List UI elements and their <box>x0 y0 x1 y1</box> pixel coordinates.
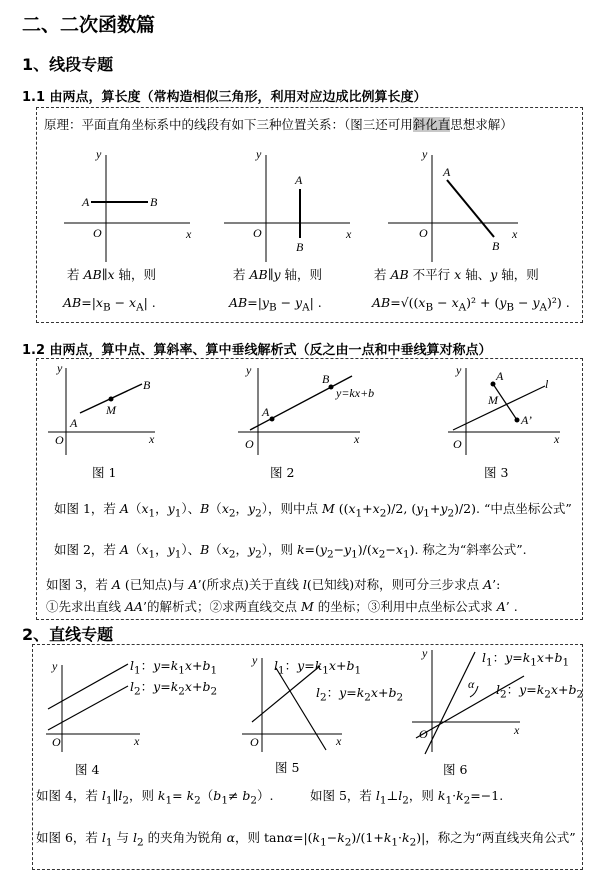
svg-text:O: O <box>253 226 262 240</box>
svg-text:O: O <box>250 735 259 749</box>
svg-text:A: A <box>443 165 451 179</box>
svg-text:A: A <box>496 369 504 383</box>
svg-text:x: x <box>134 734 140 748</box>
svg-text:x: x <box>346 227 352 241</box>
parallel-condition-line: 如图 4，若 $l_1\parallel l_2$，则 $k_1= k_2(b_1\ne b_2)$. <box>36 788 274 807</box>
case1-text: 若 AB∥x 轴，则 <box>67 267 157 282</box>
fig-4-l1: $l_1$：$y=k_1x+b_1$ <box>130 658 218 677</box>
svg-text:y: y <box>256 147 262 161</box>
svg-text:B: B <box>143 378 151 392</box>
fig-6-caption: 图 6 <box>443 762 468 777</box>
svg-text:x: x <box>354 432 360 446</box>
fig-6-l2: $l_2$：$y=k_2x+b_2$ <box>496 682 584 701</box>
fig-4-caption: 图 4 <box>75 762 100 777</box>
svg-text:B: B <box>296 240 304 254</box>
symmetric-steps-line: ①先求出直线 AA’的解析式；②求两直线交点 M 的坐标；③利用中点坐标公式求 A’ . <box>46 599 518 614</box>
svg-text:O: O <box>52 735 61 749</box>
svg-text:B: B <box>492 239 500 253</box>
svg-text:O: O <box>419 226 428 240</box>
section-title: 二、二次函数篇 <box>22 14 156 36</box>
svg-text:O: O <box>93 226 102 240</box>
svg-text:x: x <box>512 227 518 241</box>
svg-text:α: α <box>468 677 475 691</box>
case1-formula: $AB=|x_B - x_A|$ . <box>63 295 156 314</box>
svg-text:A: A <box>82 195 90 209</box>
svg-text:x: x <box>514 723 520 737</box>
svg-text:y: y <box>52 659 58 673</box>
case3-formula: $AB=√((x_B - x_A)^2 + (y_B - y_A)^2)$ . <box>372 295 570 314</box>
line-topic-title: 2、直线专题 <box>22 625 114 644</box>
subsection-1-2-title: 1.2 由两点，算中点、算斜率、算中垂线解析式（反之由一点和中垂线算对称点） <box>22 343 492 358</box>
principle-text: 原理：平面直角坐标系中的线段有如下三种位置关系：（图三还可用斜化直思想求解） <box>44 117 513 132</box>
svg-text:y: y <box>422 147 428 161</box>
fig-4-parallel <box>46 659 140 752</box>
fig-5-l1: $l_1$：$y=k_1x+b_1$ <box>274 658 362 677</box>
fig-5-l2: $l_2$：$y=k_2x+b_2$ <box>316 685 404 704</box>
case2-formula: $AB=|y_B - y_A|$ . <box>229 295 322 314</box>
svg-text:A: A <box>262 405 270 419</box>
svg-text:y: y <box>456 363 462 377</box>
svg-text:y: y <box>96 147 102 161</box>
svg-text:B: B <box>322 372 330 386</box>
principle-highlight: 斜化直 <box>412 117 451 132</box>
fig-1-caption: 图 1 <box>92 465 117 480</box>
angle-formula-line: 如图 6，若 $l_1$ 与 $l_2$ 的夹角为锐角 α，则 $\tan\alpha=|(k_1-k_2)/(1+k_1\cdot k_2)|$，称之为“两直线夹角公式” . <box>36 830 584 849</box>
fig-4-l2: $l_2$：$y=k_2x+b_2$ <box>130 679 218 698</box>
svg-text:x: x <box>149 432 155 446</box>
svg-text:O: O <box>245 437 254 451</box>
svg-text:M: M <box>106 403 116 417</box>
svg-text:A’: A’ <box>521 413 532 427</box>
svg-text:A: A <box>295 173 303 187</box>
fig-3-caption: 图 3 <box>484 465 509 480</box>
fig-6-l1: $l_1$：$y=k_1x+b_1$ <box>482 650 570 669</box>
svg-text:O: O <box>419 727 428 741</box>
perpendicular-condition-line: 如图 5，若 $l_1\perp l_2$，则 $k_1\cdot k_2=-1$. <box>310 788 504 807</box>
segment-topic-title: 1、线段专题 <box>22 55 114 74</box>
svg-text:B: B <box>150 195 158 209</box>
case2-text: 若 AB∥y 轴，则 <box>233 267 323 282</box>
slope-formula-line: 如图 2，若 $A(x_1$，$y_1$）、$B(x_2$，$y_2$），则 $k=(y_2-y_1)/(x_2-x_1)$. 称之为“斜率公式”. <box>54 542 527 561</box>
fig-2-caption: 图 2 <box>270 465 295 480</box>
symmetric-point-line: 如图 3，若 A (已知点)与 A’(所求点)关于直线 l(已知线)对称，则可分三步求点 A’: <box>46 577 501 592</box>
svg-text:y: y <box>252 653 258 667</box>
svg-text:y: y <box>57 361 63 375</box>
svg-text:O: O <box>55 433 64 447</box>
svg-text:x: x <box>336 734 342 748</box>
fig-5-caption: 图 5 <box>275 760 300 775</box>
svg-text:l: l <box>545 377 549 391</box>
svg-text:y=kx+b: y=kx+b <box>336 386 375 400</box>
svg-text:M: M <box>488 393 498 407</box>
subsection-1-1-title: 1.1 由两点，算长度（常构造相似三角形，利用对应边成比例算长度） <box>22 90 427 105</box>
svg-text:x: x <box>554 432 560 446</box>
svg-text:x: x <box>186 227 192 241</box>
svg-text:O: O <box>453 437 462 451</box>
svg-text:A: A <box>70 416 78 430</box>
svg-text:y: y <box>422 646 428 660</box>
svg-text:y: y <box>246 363 252 377</box>
case3-text: 若 AB 不平行 x 轴、y 轴，则 <box>374 267 539 282</box>
midpoint-formula-line: 如图 1，若 $A(x_1$，$y_1$）、$B(x_2$，$y_2$），则中点 M ($(x_1+x_2)/2$, $(y_1+y_2)/2$). “中点坐标公式” <box>54 501 572 520</box>
